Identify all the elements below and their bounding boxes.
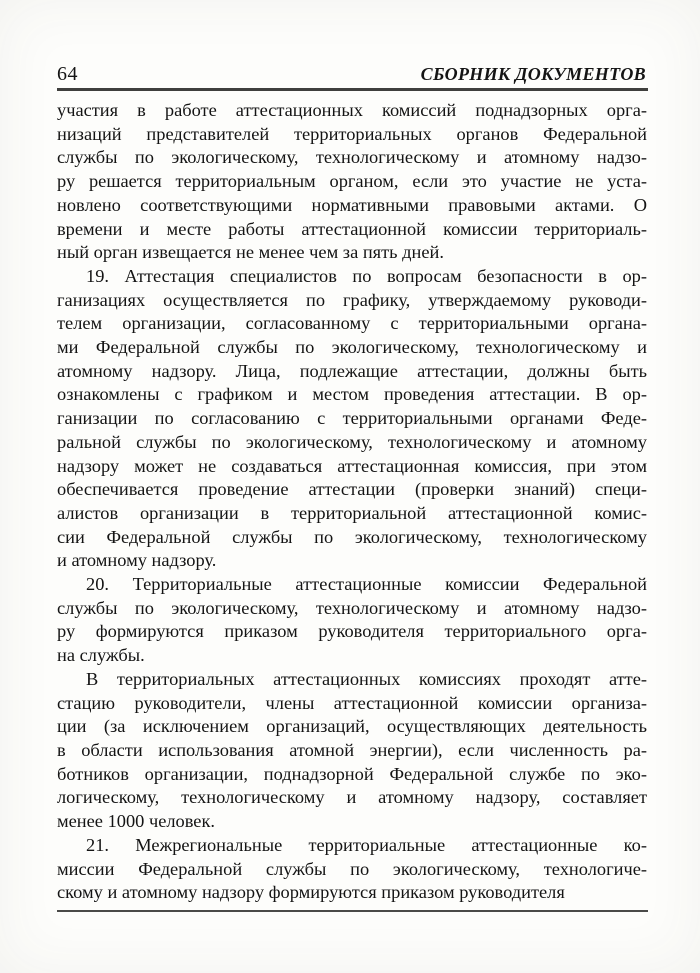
text-line: ганизациях осуществляется по графику, утверждаемому руководи- [57, 289, 647, 310]
text-line: В территориальных аттестационных комиссиях проходят атте- [86, 668, 647, 689]
text-line: ми Федеральной службы по экологическому, технологическому и [57, 337, 647, 358]
text-line: атомному надзору. Лица, подлежащие аттестации, должны быть [57, 360, 647, 381]
footer-rule [57, 910, 648, 912]
paragraph [57, 668, 647, 834]
text-line: 20. Территориальные аттестационные комиссии Федеральной [86, 574, 647, 595]
text-line: миссии Федеральной службы по экологическому, технологиче- [57, 858, 647, 879]
text-line: ный орган извещается не менее чем за пять дней. [57, 242, 444, 263]
text-line: телем организации, согласованному с территориальными органа- [57, 313, 647, 334]
text-line: службы по экологическому, технологическому и атомному надзо- [57, 147, 647, 168]
text-line: скому и атомному надзору формируются приказом руководителя [57, 882, 565, 903]
text-line: менее 1000 человек. [57, 811, 215, 832]
text-line: стацию руководители, члены аттестационной комиссии организа- [57, 692, 647, 713]
body-text [57, 99, 647, 905]
text-line: сии Федеральной службы по экологическому, технологическому [57, 526, 647, 547]
paragraph [57, 573, 647, 668]
text-line: логическому, технологическому и атомному надзору, составляет [57, 787, 647, 808]
paragraph [57, 265, 647, 573]
text-line: службы по экологическому, технологическому и атомному надзо- [57, 597, 647, 618]
page-number: 64 [57, 63, 78, 85]
paragraph [57, 834, 647, 905]
text-line: 19. Аттестация специалистов по вопросам безопасности в ор- [86, 265, 647, 286]
text-line: в области использования атомной энергии), если численность ра- [57, 739, 647, 760]
text-line: времени и месте работы аттестационной комиссии территориаль- [57, 218, 647, 239]
text-line: обеспечивается проведение аттестации (проверки знаний) специ- [57, 479, 647, 500]
text-line: новлено соответствующими нормативными правовыми актами. О [57, 194, 647, 215]
text-line: 21. Межрегиональные территориальные аттестационные ко- [86, 834, 647, 855]
text-line: ганизации по согласованию с территориальными органами Феде- [57, 408, 647, 429]
text-line: и атомному надзору. [57, 550, 217, 571]
text-line: алистов организации в территориальной аттестационной комис- [57, 502, 647, 523]
text-line: ру решается территориальным органом, если это участие не уста- [57, 171, 647, 192]
text-line: ральной службы по экологическому, технологическому и атомному [57, 431, 647, 452]
text-line: ботников организации, поднадзорной Федеральной службе по эко- [57, 763, 647, 784]
text-line: на службы. [57, 645, 145, 666]
text-line: участия в работе аттестационных комиссий поднадзорных орга- [57, 100, 647, 120]
text-line: ру формируются приказом руководителя территориального орга- [57, 621, 647, 642]
page-header [57, 63, 646, 86]
text-line: ции (за исключением организаций, осуществляющих деятельность [57, 716, 647, 737]
paragraph [57, 99, 647, 265]
text-line: низаций представителей территориальных органов Федеральной [57, 123, 647, 144]
text-line: надзору может не создаваться аттестационная комиссия, при этом [57, 455, 647, 476]
header-rule [57, 88, 648, 91]
running-title: СБОРНИК ДОКУМЕНТОВ [420, 64, 646, 84]
text-line: ознакомлены с графиком и местом проведения аттестации. В ор- [57, 384, 647, 405]
